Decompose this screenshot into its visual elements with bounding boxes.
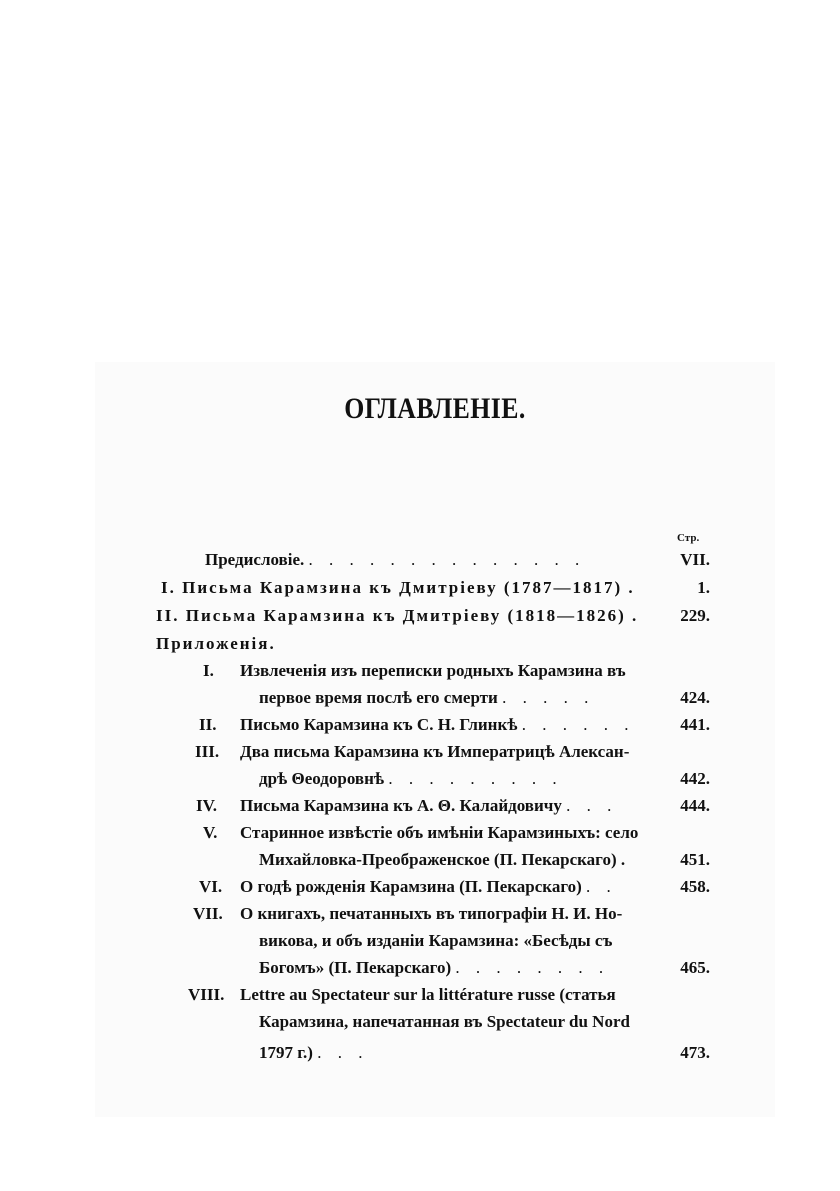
appendix-entry-text: О годѣ рожденія Карамзина (П. Пекарскаго) . . [240,877,617,896]
appendix-entry-continuation: дрѣ Θеодоровнѣ . . . . . . . . . [259,769,563,788]
toc-page-number: 473. [680,1043,710,1062]
appendix-num: I. [203,661,214,680]
toc-page-number: 1. [697,578,710,597]
toc-entry-text: Письма Карамзина къ Дмитріеву (1787—1817) . [182,578,635,597]
leader-dots: . . . . . . . . . [388,769,563,788]
appendix-entry-continuation: Михайловка-Преображенское (П. Пекарскаго) . [259,850,626,869]
toc-page-number: 424. [680,688,710,707]
toc-entry-preface [205,550,585,570]
toc-page-number: 229. [680,606,710,625]
leader-dots: . . . . . . . . [455,958,610,977]
appendix-entry-text: Старинное извѣстіе объ имѣніи Карамзиныхъ: село [240,823,639,842]
leader-dots: . . . . . [502,688,595,707]
toc-entry-text: Предисловіе. [205,550,305,569]
page-column-header: Стр. [677,532,700,544]
appendix-num: V. [203,823,218,842]
toc-entry-num: I. [161,578,176,597]
appendix-entry-continuation: Богомъ» (П. Пекарскаго) . . . . . . . . [259,958,610,977]
toc-page-number: 458. [680,877,710,896]
appendix-num: VIII. [188,985,225,1004]
appendix-entry-text: Два письма Карамзина къ Императрицѣ Алексан- [240,742,630,761]
page-title: ОГЛАВЛЕНІЕ. [344,392,526,425]
toc-entry-part-2 [156,606,638,626]
leader-dots: . . . . . . [521,715,635,734]
appendix-entry-continuation: Карамзина, напечатанная въ Spectateur du Nord [259,1012,630,1031]
appendix-num: II. [199,715,217,734]
appendix-entry-text: Извлеченія изъ переписки родныхъ Карамзина въ [240,661,626,680]
toc-entry-text: Письма Карамзина къ Дмитріеву (1818—1826) . [185,606,639,625]
appendix-entry-text: Письма Карамзина къ А. Θ. Калайдовичу . . . [240,796,618,815]
toc-page-number: 442. [680,769,710,788]
appendix-entry-continuation: викова, и объ изданіи Карамзина: «Бесѣды съ [259,931,613,950]
toc-entry-num: II. [156,606,180,625]
leader-dots: . . [586,877,617,896]
toc-page-number: 441. [680,715,710,734]
toc-section-appendices: Приложенія. [156,634,276,653]
leader-dots: . . . [317,1043,369,1062]
appendix-num: VII. [193,904,223,923]
toc-page-number: 444. [680,796,710,815]
appendix-num: VI. [199,877,223,896]
appendix-num: III. [195,742,220,761]
toc-page-number: 465. [680,958,710,977]
toc-entry-part-1 [161,578,635,598]
toc-page-number: VII. [680,550,710,569]
appendix-entry-continuation: 1797 г.) . . . [259,1043,369,1062]
leader-dots: . . . [566,796,618,815]
appendix-entry-text: Письмо Карамзина къ С. Н. Глинкѣ . . . . . . [240,715,635,734]
appendix-entry-text: О книгахъ, печатанныхъ въ типографіи Н. И. Но- [240,904,623,923]
leader-dots: . . . . . . . . . . . . . . [308,550,586,569]
appendix-num: IV. [196,796,217,815]
toc-page-number: 451. [680,850,710,869]
appendix-entry-continuation: первое время послѣ его смерти . . . . . [259,688,595,707]
appendix-entry-text: Lettre au Spectateur sur la littérature russe (статья [240,985,616,1004]
